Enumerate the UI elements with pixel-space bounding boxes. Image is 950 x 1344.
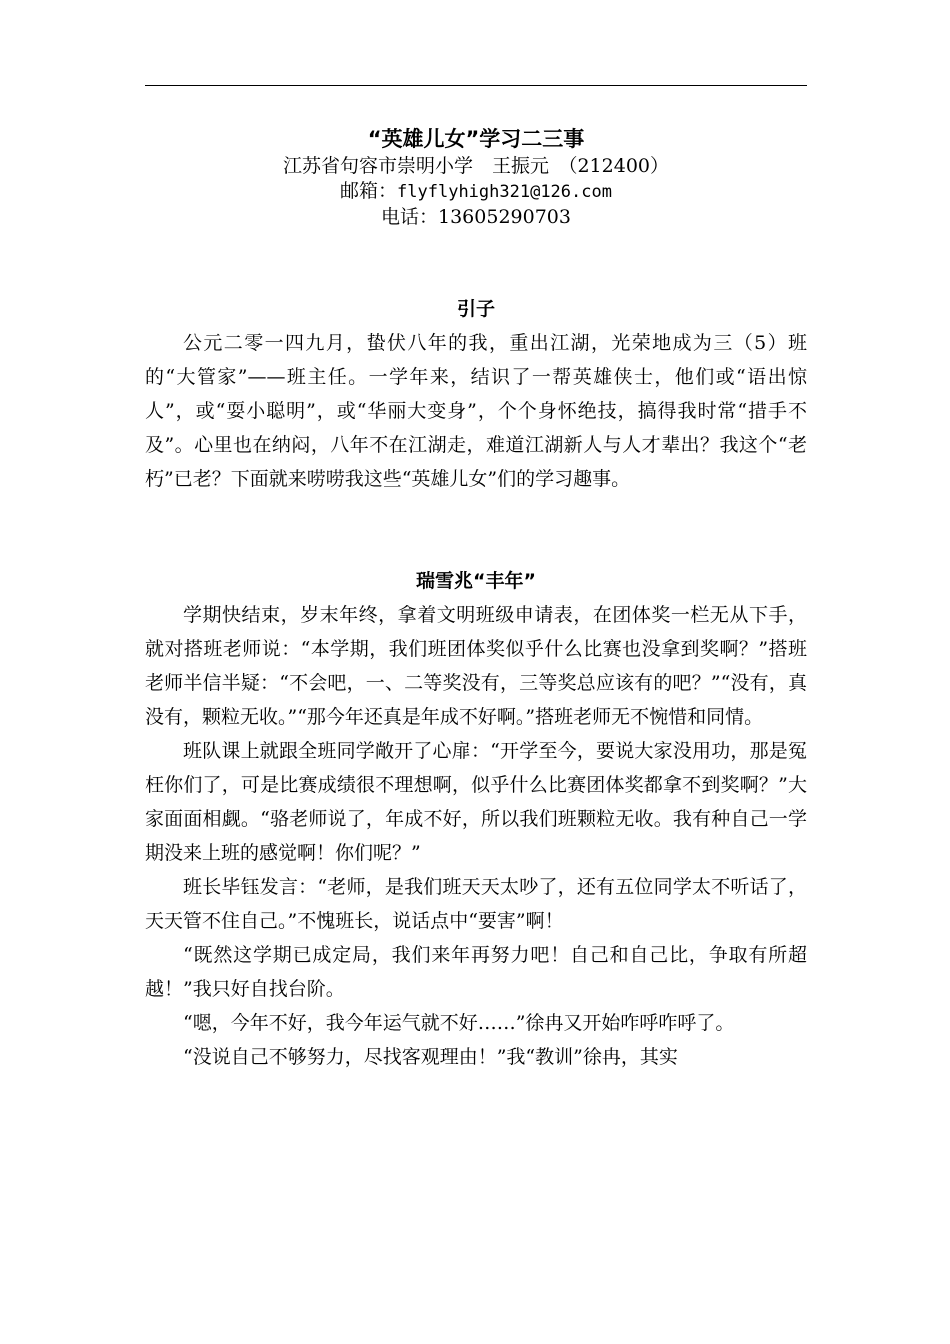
author-line: 江苏省句容市崇明小学 王振元 （212400） [282, 155, 670, 177]
email-label: 邮箱： [340, 180, 398, 202]
paragraph: 学期快结束，岁末年终，拿着文明班级申请表，在团体奖一栏无从下手，就对搭班老师说：“本学期，我们班团体奖似乎什么比赛也没拿到奖啊？”搭班老师半信半疑：“不会吧，一、二等奖没有，三等奖总应该有的吧？”“没有，真没有，颗粒无收。”“那今年还真是年成不好啊。”搭班老师无不惋惜和同情。 [145, 604, 807, 728]
phone-line: 电话：13605290703 [381, 206, 571, 228]
paragraph: “既然这学期已成定局，我们来年再努力吧！自己和自己比，争取有所超越！”我只好自找台阶。 [145, 944, 807, 1000]
paragraph: 公元二零一四九月，蛰伏八年的我，重出江湖，光荣地成为三（5）班的“大管家”——班主任。一学年来，结识了一帮英雄侠士，他们或“语出惊人”，或“耍小聪明”，或“华丽大变身”，个个身怀绝技，搞得我时常“措手不及”。心里也在纳闷，八年不在江湖走，难道江湖新人与人才辈出？我这个“老朽”已老？下面就来唠唠我这些“英雄儿女”们的学习趣事。 [145, 332, 807, 490]
email-address: flyflyhigh321@126.com [397, 182, 612, 202]
document-body [145, 124, 807, 1074]
email-line [145, 179, 807, 205]
paragraph: 班长毕钰发言：“老师，是我们班天天太吵了，还有五位同学太不听话了，天天管不住自己。”不愧班长，说话点中“要害”啊！ [145, 876, 807, 932]
paragraph: 班队课上就跟全班同学敞开了心扉：“开学至今，要说大家没用功，那是冤枉你们了，可是比赛成绩很不理想啊，似乎什么比赛团体奖都拿不到奖啊？”大家面面相觑。“骆老师说了，年成不好，所以我们班颗粒无收。我有种自己一学期没来上班的感觉啊！你们呢？” [145, 740, 807, 864]
paragraph: “嗯，今年不好，我今年运气就不好……”徐冉又开始咋呼咋呼了。 [183, 1012, 735, 1034]
paragraph: “没说自己不够努力，尽找客观理由！”我“教训”徐冉，其实 [183, 1046, 678, 1068]
document-title: “英雄儿女”学习二三事 [367, 127, 585, 151]
section-heading-intro: 引子 [456, 298, 495, 320]
section-heading-harvest: 瑞雪兆“丰年” [416, 570, 536, 592]
header-rule [145, 85, 807, 86]
